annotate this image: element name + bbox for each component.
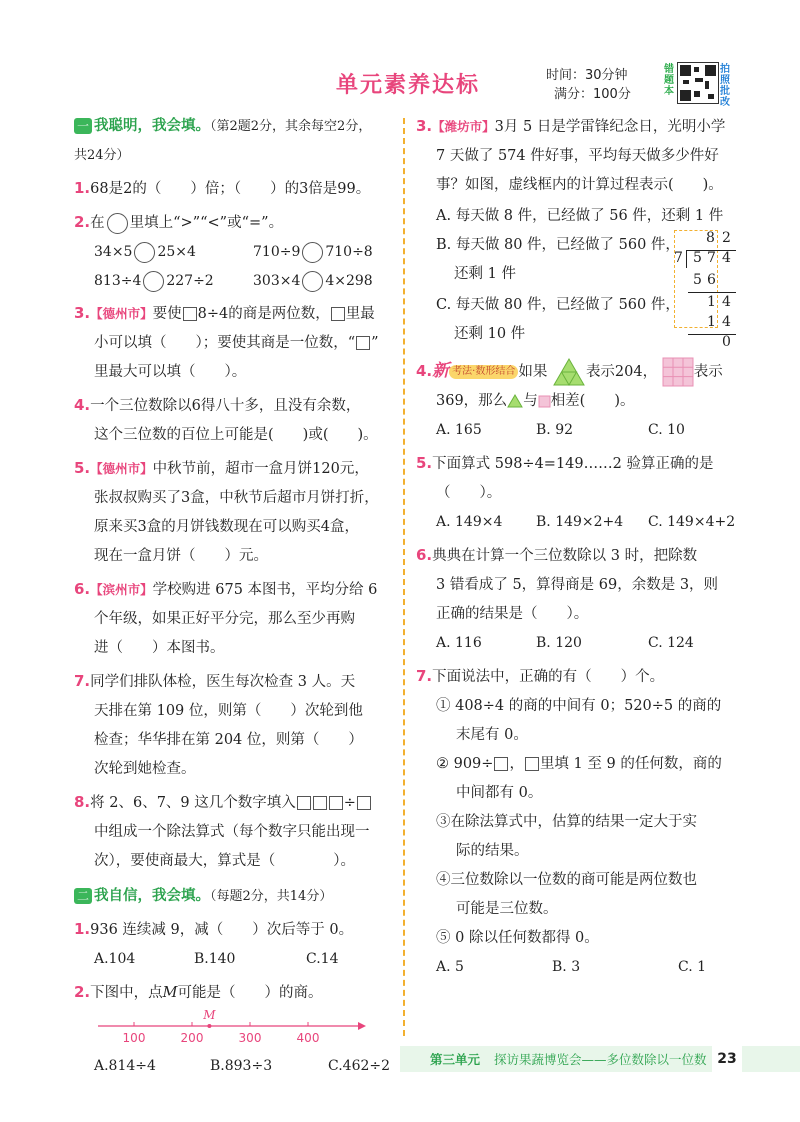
compare-left: 813÷4 — [94, 273, 142, 289]
option-c[interactable]: C. 124 — [648, 635, 694, 651]
options — [416, 629, 736, 658]
small-triangle-icon — [507, 394, 523, 408]
question-2-1 — [74, 915, 392, 974]
question-number: 2. — [74, 983, 91, 1001]
question-text: 7 天做了 574 件好事，平均每天做多少件好 — [436, 148, 719, 164]
question-1-5 — [74, 454, 392, 571]
full-score: 满分：100分 — [554, 87, 631, 102]
square-blank[interactable] — [331, 307, 345, 321]
triangle-figure-icon — [552, 357, 586, 387]
question-text: 如果 — [518, 364, 548, 380]
section1-title: 我聪明，我会填。 — [94, 118, 210, 134]
question-2-6 — [416, 541, 736, 658]
question-text: 可能是（ ）的商。 — [177, 985, 323, 1001]
square-blank[interactable] — [356, 336, 370, 350]
options — [74, 1052, 392, 1081]
square-blank[interactable] — [297, 796, 311, 810]
section2-note: （每题2分，共14分） — [210, 889, 333, 904]
option-c[interactable]: C. 149×4+2 — [648, 514, 736, 530]
statement-2-cont: 中间都有 0。 — [456, 785, 543, 801]
question-text: 相差( )。 — [550, 393, 635, 409]
section1-note: （第2题2分，其余每空2分， — [210, 119, 372, 134]
question-number: 4. — [74, 396, 91, 414]
statement-4-cont: 可能是三位数。 — [456, 901, 558, 917]
option-a[interactable]: A. 149×4 — [436, 514, 503, 530]
circle-blank[interactable] — [134, 242, 155, 263]
footer-unit: 第三单元 — [430, 1052, 481, 1067]
option-a[interactable]: A. 每天做 8 件，已经做了 56 件，还剩 1 件 — [436, 208, 724, 224]
circle-blank[interactable] — [302, 242, 323, 263]
section2-heading — [74, 882, 392, 911]
dividend-digit: 7 — [707, 250, 716, 266]
subtract-digit: 5 — [693, 272, 702, 288]
question-text: 下图中，点 — [90, 985, 163, 1001]
header — [0, 62, 800, 112]
question-number: 1. — [74, 920, 91, 938]
compare-row-1 — [74, 238, 392, 267]
question-1-8 — [74, 788, 392, 876]
variable-m: M — [162, 985, 178, 1001]
question-text: 8÷4的商是两位数， — [197, 306, 330, 322]
question-text: 学校购进 675 本图书，平均分给 6 — [152, 582, 378, 598]
question-text: 次轮到她检查。 — [94, 761, 196, 777]
square-blank[interactable] — [357, 796, 371, 810]
compare-row-2 — [74, 267, 392, 296]
square-blank[interactable] — [525, 757, 539, 771]
question-text: 中秋节前，超市一盒月饼120元， — [152, 461, 369, 477]
option-b[interactable]: B.140 — [194, 951, 236, 967]
new-label: 新 — [432, 361, 450, 381]
new-tag: 考法·数形结合 — [449, 365, 518, 379]
question-text: 典典在计算一个三位数除以 3 时，把除数 — [432, 548, 698, 564]
question-number: 4. — [416, 362, 433, 380]
question-text: 次），要使商最大，算式是（ ）。 — [94, 853, 355, 869]
subtract-line — [688, 292, 736, 293]
option-b-cont: 还剩 1 件 — [454, 266, 516, 282]
point-m-label: M — [203, 1008, 216, 1022]
question-text: 事？如图，虚线框内的计算过程表示( )。 — [436, 177, 723, 193]
option-a[interactable]: A.814÷4 — [94, 1058, 156, 1074]
question-number: 8. — [74, 793, 91, 811]
question-text: 正确的结果是（ ）。 — [436, 606, 589, 622]
option-b[interactable]: B. 92 — [536, 422, 574, 438]
question-text: 里填上“>”“<”或“=”。 — [129, 215, 284, 231]
square-blank[interactable] — [329, 796, 343, 810]
footer-title: 探访果蔬博览会——多位数除以一位数 — [494, 1052, 707, 1067]
question-number: 3. — [74, 304, 91, 322]
compare-left: 303×4 — [253, 273, 301, 289]
subtract-digit: 1 — [707, 314, 716, 330]
section2-badge: 二 — [74, 888, 92, 904]
square-blank[interactable] — [183, 307, 197, 321]
page-title: 单元素养达标 — [336, 73, 481, 98]
question-number: 6. — [74, 580, 91, 598]
question-text: （ ）。 — [436, 485, 502, 501]
compare-left: 34×5 — [94, 244, 133, 260]
page-number: 23 — [712, 1046, 742, 1072]
footer — [400, 1046, 800, 1072]
square-blank[interactable] — [494, 757, 508, 771]
divisor: 7 — [674, 250, 683, 266]
question-1-3 — [74, 299, 392, 387]
question-text: 进（ ）本图书。 — [94, 640, 225, 656]
option-c[interactable]: C.462÷2 — [328, 1058, 391, 1074]
compare-right: 25×4 — [157, 244, 196, 260]
question-text: 天排在第 109 位，则第（ ）次轮到他 — [94, 703, 363, 719]
number-line — [94, 1008, 394, 1052]
question-text: 下面算式 598÷4=149……2 验算正确的是 — [432, 456, 714, 472]
question-text: 表示 — [693, 364, 723, 380]
option-b[interactable]: B. 每天做 80 件，已经做了 560 件， — [436, 237, 680, 253]
option-c-cont: 还剩 10 件 — [454, 326, 526, 342]
question-text: 在 — [90, 215, 105, 231]
statement-text: ② 909÷ — [436, 756, 494, 772]
statement-1-cont: 末尾有 0。 — [456, 727, 528, 743]
question-text: 现在一盒月饼（ ）元。 — [94, 548, 268, 564]
statement-4: ④三位数除以一位数的商可能是两位数也 — [436, 872, 697, 888]
compare-left: 710÷9 — [253, 244, 301, 260]
question-text: 张叔叔购买了3盒，中秋节后超市月饼打折， — [94, 490, 379, 506]
new-badge — [432, 357, 518, 387]
question-text: ” — [371, 335, 379, 351]
question-text: 同学们排队体检，医生每次检查 3 人。天 — [90, 674, 356, 690]
question-number: 5. — [74, 459, 91, 477]
time-limit: 时间：30分钟 — [546, 68, 628, 83]
source-tag: 【潍坊市】 — [432, 119, 495, 134]
dividend-digit: 4 — [722, 250, 731, 266]
question-text: 下面说法中，正确的有（ ）个。 — [432, 669, 665, 685]
option-b[interactable]: B. 120 — [536, 635, 582, 651]
question-text: 3月 5 日是学雷锋纪念日，光明小学 — [494, 119, 726, 135]
division-bracket — [686, 250, 693, 268]
remainder-digit: 1 — [707, 294, 716, 310]
option-c[interactable]: C. 10 — [648, 422, 685, 438]
tick-label: 200 — [180, 1031, 204, 1045]
grid-figure-icon — [662, 357, 694, 387]
question-number: 2. — [74, 213, 91, 231]
question-1-4 — [74, 391, 392, 450]
source-tag: 【德州市】 — [90, 306, 153, 321]
paizhao-label: 拍照批改 — [720, 64, 730, 108]
compare-right: 4×298 — [325, 273, 373, 289]
question-number: 6. — [416, 546, 433, 564]
division-sign: ÷ — [343, 795, 356, 811]
qr-code-icon[interactable] — [677, 62, 719, 104]
dividend-digit: 5 — [693, 250, 702, 266]
option-a[interactable]: A. 165 — [436, 422, 482, 438]
statement-3: ③在除法算式中，估算的结果一定大于实 — [436, 814, 697, 830]
statement-text: 里填 1 至 9 的任何数，商的 — [539, 756, 722, 772]
question-number: 1. — [74, 179, 91, 197]
small-square-icon — [538, 395, 551, 408]
statement-text: ， — [509, 756, 524, 772]
question-text: 表示204， — [585, 364, 658, 380]
question-text: 原来买3盒的月饼钱数现在可以购买4盒， — [94, 519, 359, 535]
quotient-digit: 2 — [722, 230, 731, 246]
question-text: 中组成一个除法算式（每个数字只能出现一 — [94, 824, 370, 840]
option-c[interactable]: C. 每天做 80 件，已经做了 560 件， — [436, 297, 680, 313]
column-divider — [403, 118, 405, 1036]
question-text: 里最大可以填（ ）。 — [94, 364, 247, 380]
option-b[interactable]: B.893÷3 — [210, 1058, 273, 1074]
tick-label: 300 — [238, 1031, 262, 1045]
statement-2 — [416, 750, 736, 779]
question-text: 369，那么 — [436, 393, 508, 409]
final-remainder: 0 — [722, 334, 731, 350]
option-a[interactable]: A.104 — [94, 951, 136, 967]
question-text: 936 连续减 9，减（ ）次后等于 0。 — [90, 922, 354, 938]
compare-right: 710÷8 — [325, 244, 373, 260]
options — [74, 945, 392, 974]
cuoti-label: 错题本 — [664, 64, 674, 97]
circle-blank[interactable] — [107, 213, 128, 234]
option-c[interactable]: C.14 — [306, 951, 339, 967]
option-b[interactable]: B. 149×2+4 — [536, 514, 624, 530]
tick-label: 400 — [296, 1031, 320, 1045]
question-text: 将 2、6、7、9 这几个数字填入 — [90, 795, 296, 811]
question-number: 7. — [416, 667, 433, 685]
source-tag: 【德州市】 — [90, 461, 153, 476]
source-tag: 【滨州市】 — [90, 582, 153, 597]
circle-blank[interactable] — [302, 271, 323, 292]
question-text: 要使 — [152, 306, 182, 322]
question-number: 5. — [416, 454, 433, 472]
statement-3-cont: 际的结果。 — [456, 843, 529, 859]
section1-note2: 共24分） — [74, 148, 130, 163]
question-text: 检查；华华排在第 204 位，则第（ ） — [94, 732, 363, 748]
section1-badge: 一 — [74, 118, 92, 134]
question-number: 3. — [416, 117, 433, 135]
exam-meta — [546, 66, 631, 104]
question-text: 这个三位数的百位上可能是( )或( )。 — [94, 427, 378, 443]
question-text: 个年级，如果正好平分完，那么至少再购 — [94, 611, 355, 627]
number-line-arrow — [358, 1022, 366, 1030]
question-1-7 — [74, 667, 392, 784]
point-m — [207, 1024, 211, 1028]
question-text: 里最 — [345, 306, 375, 322]
question-number: 7. — [74, 672, 91, 690]
question-2-5 — [416, 449, 736, 537]
statement-5: ⑤ 0 除以任何数都得 0。 — [436, 930, 599, 946]
question-2-4 — [416, 357, 736, 445]
options — [416, 508, 736, 537]
question-text: 与 — [523, 393, 538, 409]
section2-title: 我自信，我会填。 — [94, 888, 210, 904]
compare-right: 227÷2 — [166, 273, 214, 289]
question-text: 3 错看成了 5，算得商是 69，余数是 3，则 — [436, 577, 719, 593]
option-a[interactable]: A. 116 — [436, 635, 482, 651]
question-text: 小可以填（ ）；要使其商是一位数，“ — [94, 335, 356, 351]
subtract-digit: 6 — [707, 272, 716, 288]
question-text: 一个三位数除以6得八十多，且没有余数， — [90, 398, 361, 414]
subtract-digit: 4 — [722, 314, 731, 330]
question-2-7 — [416, 662, 736, 982]
question-text: 68是2的（ ）倍；（ ）的3倍是99。 — [90, 181, 371, 197]
long-division-figure — [660, 226, 740, 356]
option-a[interactable]: A. 5 — [436, 959, 464, 975]
left-column — [74, 112, 392, 1081]
option-b[interactable]: B. 3 — [552, 959, 581, 975]
square-blank[interactable] — [313, 796, 327, 810]
question-2-2 — [74, 978, 392, 1081]
statement-1: ① 408÷4 的商的中间有 0；520÷5 的商的 — [436, 698, 722, 714]
question-1-1 — [74, 174, 392, 204]
section1-heading — [74, 112, 392, 141]
question-1-2 — [74, 208, 392, 238]
quotient-digit: 8 — [706, 230, 715, 246]
options — [416, 416, 736, 445]
option-c[interactable]: C. 1 — [678, 959, 707, 975]
question-1-6 — [74, 575, 392, 663]
circle-blank[interactable] — [143, 271, 164, 292]
tick-label: 100 — [122, 1031, 146, 1045]
options — [416, 953, 736, 982]
remainder-digit: 4 — [722, 294, 731, 310]
